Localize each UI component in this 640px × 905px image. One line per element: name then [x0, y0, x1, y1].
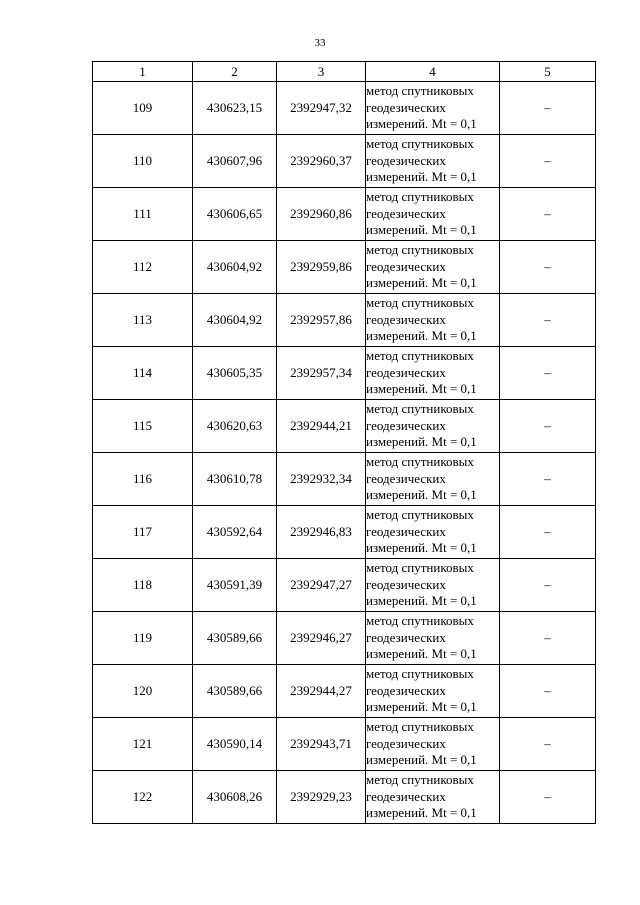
note-cell: –	[500, 718, 596, 771]
method-line-1: метод спутниковых	[366, 295, 474, 311]
method-line-2: геодезических	[366, 205, 446, 221]
method-description-cell	[366, 612, 500, 665]
method-description-cell	[366, 294, 500, 347]
method-line-1: метод спутниковых	[366, 507, 474, 523]
method-line-2: геодезических	[366, 258, 446, 274]
table-row	[93, 241, 596, 294]
method-description-cell	[366, 506, 500, 559]
point-number-cell: 110	[93, 135, 193, 188]
y-coordinate-cell: 2392944,27	[277, 665, 366, 718]
method-line-3: измерений. Mt = 0,1	[366, 805, 477, 821]
y-coordinate-cell: 2392960,86	[277, 188, 366, 241]
header-cell-col5: 5	[500, 62, 596, 82]
x-coordinate-cell: 430589,66	[193, 665, 277, 718]
y-coordinate-cell: 2392946,83	[277, 506, 366, 559]
point-number-cell: 115	[93, 400, 193, 453]
y-coordinate-cell: 2392947,27	[277, 559, 366, 612]
point-number-cell: 112	[93, 241, 193, 294]
method-line-1: метод спутниковых	[366, 348, 474, 364]
method-line-2: геодезических	[366, 470, 446, 486]
point-number-cell: 121	[93, 718, 193, 771]
point-number-cell: 117	[93, 506, 193, 559]
method-description-cell	[366, 771, 500, 824]
table-header-row	[93, 62, 596, 82]
method-line-3: измерений. Mt = 0,1	[366, 222, 477, 238]
method-line-2: геодезических	[366, 576, 446, 592]
method-line-1: метод спутниковых	[366, 242, 474, 258]
y-coordinate-cell: 2392957,34	[277, 347, 366, 400]
method-line-3: измерений. Mt = 0,1	[366, 593, 477, 609]
note-cell: –	[500, 294, 596, 347]
method-line-3: измерений. Mt = 0,1	[366, 328, 477, 344]
header-cell-col2: 2	[193, 62, 277, 82]
point-number-cell: 122	[93, 771, 193, 824]
y-coordinate-cell: 2392960,37	[277, 135, 366, 188]
method-line-1: метод спутниковых	[366, 772, 474, 788]
method-description-cell	[366, 241, 500, 294]
note-cell: –	[500, 135, 596, 188]
note-cell: –	[500, 612, 596, 665]
x-coordinate-cell: 430592,64	[193, 506, 277, 559]
method-line-1: метод спутниковых	[366, 719, 474, 735]
method-description-cell	[366, 559, 500, 612]
x-coordinate-cell: 430605,35	[193, 347, 277, 400]
x-coordinate-cell: 430607,96	[193, 135, 277, 188]
y-coordinate-cell: 2392944,21	[277, 400, 366, 453]
table-row	[93, 506, 596, 559]
x-coordinate-cell: 430620,63	[193, 400, 277, 453]
note-cell: –	[500, 188, 596, 241]
table-row	[93, 665, 596, 718]
method-line-2: геодезических	[366, 311, 446, 327]
x-coordinate-cell: 430604,92	[193, 241, 277, 294]
point-number-cell: 119	[93, 612, 193, 665]
method-line-2: геодезических	[366, 417, 446, 433]
table-row	[93, 188, 596, 241]
note-cell: –	[500, 771, 596, 824]
x-coordinate-cell: 430604,92	[193, 294, 277, 347]
method-description-cell	[366, 135, 500, 188]
table-row	[93, 347, 596, 400]
note-cell: –	[500, 559, 596, 612]
note-cell: –	[500, 82, 596, 135]
page-number: 33	[314, 37, 326, 49]
method-line-2: геодезических	[366, 629, 446, 645]
method-line-3: измерений. Mt = 0,1	[366, 540, 477, 556]
method-line-1: метод спутниковых	[366, 454, 474, 470]
method-description-cell	[366, 188, 500, 241]
header-cell-col4: 4	[366, 62, 500, 82]
method-line-3: измерений. Mt = 0,1	[366, 646, 477, 662]
method-line-1: метод спутниковых	[366, 401, 474, 417]
y-coordinate-cell: 2392947,32	[277, 82, 366, 135]
note-cell: –	[500, 347, 596, 400]
table-row	[93, 135, 596, 188]
y-coordinate-cell: 2392946,27	[277, 612, 366, 665]
method-line-3: измерений. Mt = 0,1	[366, 169, 477, 185]
method-line-1: метод спутниковых	[366, 136, 474, 152]
method-line-2: геодезических	[366, 99, 446, 115]
x-coordinate-cell: 430606,65	[193, 188, 277, 241]
method-line-1: метод спутниковых	[366, 83, 474, 99]
note-cell: –	[500, 241, 596, 294]
method-line-3: измерений. Mt = 0,1	[366, 487, 477, 503]
x-coordinate-cell: 430589,66	[193, 612, 277, 665]
header-cell-col3: 3	[277, 62, 366, 82]
y-coordinate-cell: 2392943,71	[277, 718, 366, 771]
method-line-1: метод спутниковых	[366, 560, 474, 576]
method-description-cell	[366, 400, 500, 453]
y-coordinate-cell: 2392959,86	[277, 241, 366, 294]
x-coordinate-cell: 430623,15	[193, 82, 277, 135]
point-number-cell: 116	[93, 453, 193, 506]
method-line-1: метод спутниковых	[366, 666, 474, 682]
method-line-3: измерений. Mt = 0,1	[366, 116, 477, 132]
method-line-2: геодезических	[366, 523, 446, 539]
point-number-cell: 118	[93, 559, 193, 612]
method-line-1: метод спутниковых	[366, 613, 474, 629]
point-number-cell: 111	[93, 188, 193, 241]
method-line-1: метод спутниковых	[366, 189, 474, 205]
header-cell-col1: 1	[93, 62, 193, 82]
note-cell: –	[500, 506, 596, 559]
method-description-cell	[366, 718, 500, 771]
note-cell: –	[500, 400, 596, 453]
point-number-cell: 120	[93, 665, 193, 718]
y-coordinate-cell: 2392929,23	[277, 771, 366, 824]
table-row	[93, 82, 596, 135]
method-line-3: измерений. Mt = 0,1	[366, 434, 477, 450]
table-row	[93, 400, 596, 453]
point-number-cell: 114	[93, 347, 193, 400]
note-cell: –	[500, 665, 596, 718]
method-description-cell	[366, 665, 500, 718]
coordinates-table	[92, 61, 596, 824]
y-coordinate-cell: 2392932,34	[277, 453, 366, 506]
x-coordinate-cell: 430610,78	[193, 453, 277, 506]
method-description-cell	[366, 82, 500, 135]
table-row	[93, 453, 596, 506]
table-row	[93, 771, 596, 824]
x-coordinate-cell: 430590,14	[193, 718, 277, 771]
method-line-2: геодезических	[366, 364, 446, 380]
method-line-2: геодезических	[366, 788, 446, 804]
point-number-cell: 109	[93, 82, 193, 135]
method-line-3: измерений. Mt = 0,1	[366, 275, 477, 291]
y-coordinate-cell: 2392957,86	[277, 294, 366, 347]
note-cell: –	[500, 453, 596, 506]
table-row	[93, 718, 596, 771]
method-line-2: геодезических	[366, 682, 446, 698]
x-coordinate-cell: 430608,26	[193, 771, 277, 824]
x-coordinate-cell: 430591,39	[193, 559, 277, 612]
method-description-cell	[366, 453, 500, 506]
method-line-3: измерений. Mt = 0,1	[366, 381, 477, 397]
table-row	[93, 559, 596, 612]
method-line-3: измерений. Mt = 0,1	[366, 752, 477, 768]
table-row	[93, 294, 596, 347]
point-number-cell: 113	[93, 294, 193, 347]
table-row	[93, 612, 596, 665]
method-line-3: измерений. Mt = 0,1	[366, 699, 477, 715]
method-line-2: геодезических	[366, 152, 446, 168]
method-description-cell	[366, 347, 500, 400]
method-line-2: геодезических	[366, 735, 446, 751]
